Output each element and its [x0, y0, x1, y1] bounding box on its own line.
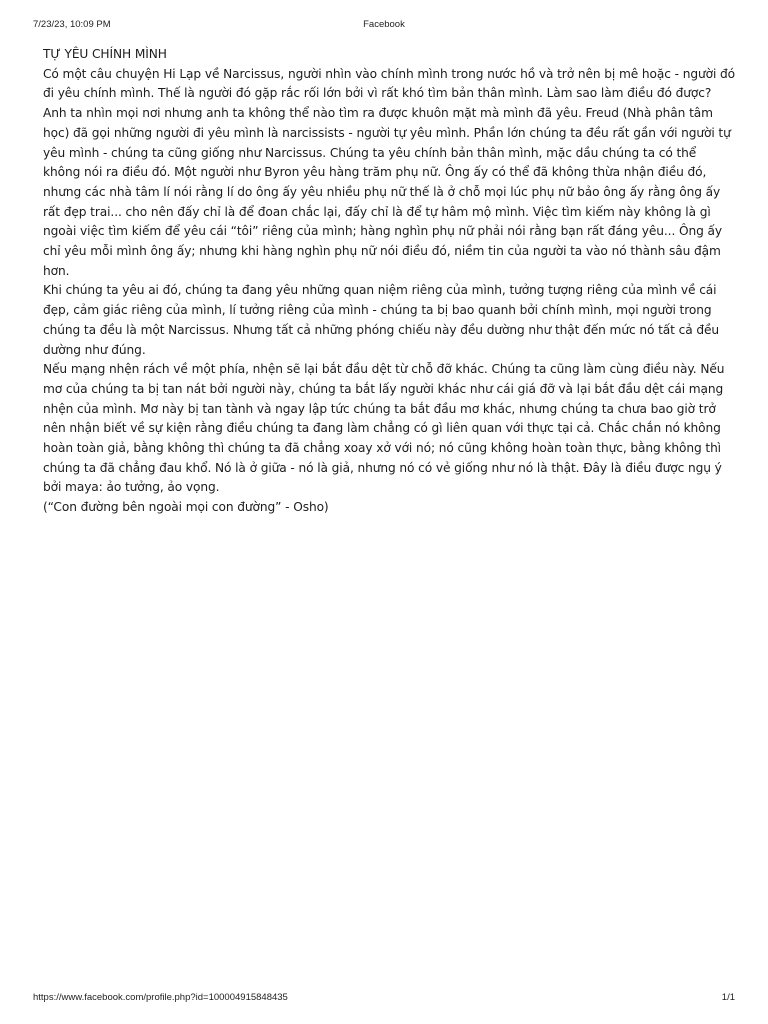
post-paragraph-3: Nếu mạng nhện rách về một phía, nhện sẽ lại bắt đầu dệt từ chỗ đỡ khác. Chúng ta cũng làm cùng điều này. Nếu mơ của chúng ta bị tan nát bởi người này, chúng ta bắt lấy người khác như cái giá đỡ và lại bắt đầu dệt cái mạng nhện của mình. Mơ này bị tan tành và ngay lập tức chúng ta bắt đầu mơ khác, nhưng chúng ta chưa bao giờ trở nên nhận biết về sự kiện rằng điều chúng ta đang làm chẳng có gì liên quan với thực tại cả. Chắc chắn nó không hoàn toàn giả, bằng không thì chúng ta đã chẳng xoay xở với nó; nó cũng không hoàn toàn thực, bằng không thì chúng ta đã chẳng đau khổ. Nó là ở giữa - nó là giả, nhưng nó có vẻ giống như nó là thật. Đây là điều được ngụ ý bởi maya: ảo tưởng, ảo vọng.	[43, 362, 725, 495]
print-datetime: 7/23/23, 10:09 PM	[33, 19, 111, 30]
print-page-title: Facebook	[363, 19, 405, 30]
print-source-url: https://www.facebook.com/profile.php?id=100004915848435	[33, 992, 288, 1003]
post-content	[43, 45, 735, 518]
post-title: TỰ YÊU CHÍNH MÌNH	[43, 47, 167, 61]
post-paragraph-2: Khi chúng ta yêu ai đó, chúng ta đang yêu những quan niệm riêng của mình, tưởng tượng riêng của mình về cái đẹp, cảm giác riêng của mình, lí tưởng riêng của mình - chúng ta bị bao quanh bởi chính mình, mọi người trong chúng ta đều là một Narcissus. Nhưng tất cả những phóng chiếu này đều dường như thật đến mức nó tất cả đều dường như đúng.	[43, 283, 719, 357]
post-citation: (“Con đường bên ngoài mọi con đường” - Osho)	[43, 500, 329, 515]
print-header	[0, 19, 768, 33]
post-paragraph-1: Có một câu chuyện Hi Lạp về Narcissus, người nhìn vào chính mình trong nước hồ và trở nên bị mê hoặc - người đó đi yêu chính mình. Thế là người đó gặp rắc rối lớn bởi vì rất khó tìm bản thân mình. Làm sao làm điều đó được? Anh ta nhìn mọi nơi nhưng anh ta không thể nào tìm ra được khuôn mặt mà mình đã yêu. Freud (Nhà phân tâm học) đã gọi những người đi yêu mình là narcissists - người tự yêu mình. Phần lớn chúng ta đều rất gần với người tự yêu mình - chúng ta cũng giống như Narcissus. Chúng ta yêu chính bản thân mình, mặc dầu chúng ta có thể không nói ra điều đó. Một người như Byron yêu hàng trăm phụ nữ. Ông ấy có thể đã không thừa nhận điều đó, nhưng các nhà tâm lí nói rằng lí do ông ấy yêu nhiều phụ nữ thế là ở chỗ mọi lúc phụ nữ bảo ông ấy rằng ông ấy rất đẹp trai... cho nên đấy chỉ là để đoan chắc lại, đấy chỉ là để tự hâm mộ mình. Việc tìm kiếm này không là gì ngoài việc tìm kiếm để yêu cái “tôi” riêng của mình; hàng nghìn phụ nữ phải nói rằng bạn rất đáng yêu... Ông ấy chỉ yêu mỗi mình ông ấy; nhưng khi hàng nghìn phụ nữ nói điều đó, niềm tin của người ta vào nó thành sâu đậm hơn.	[43, 66, 735, 278]
print-footer	[0, 992, 768, 1006]
print-page-count: 1/1	[721, 992, 735, 1003]
